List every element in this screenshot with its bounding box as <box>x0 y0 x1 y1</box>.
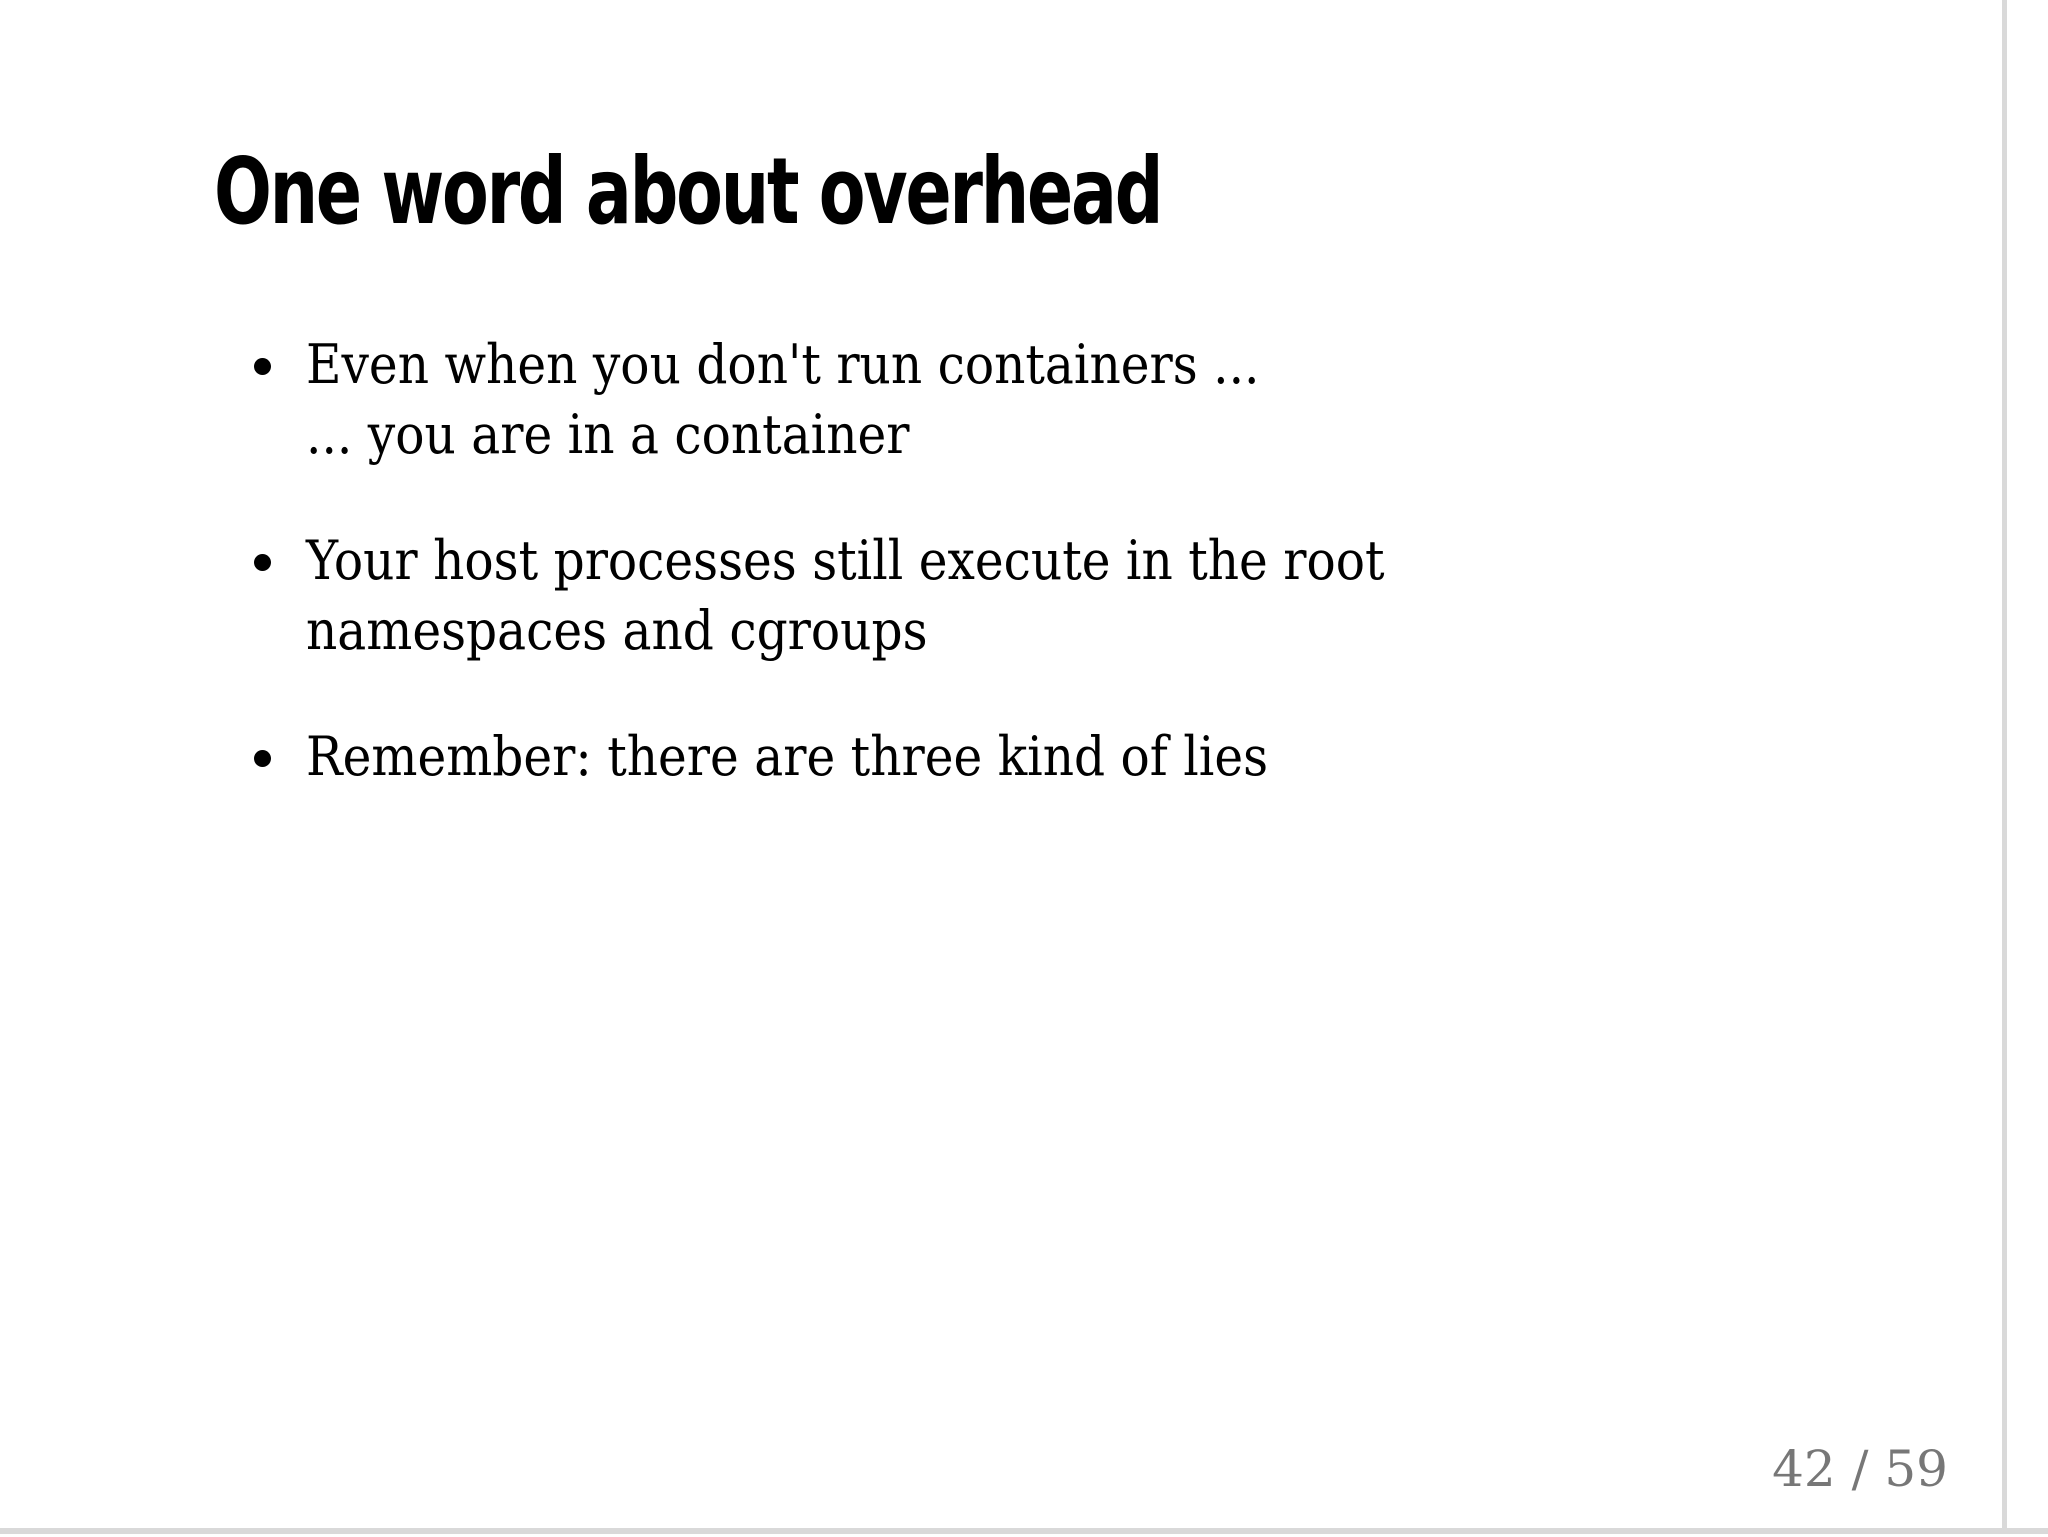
bullet-text-line: ... you are in a container <box>306 403 910 466</box>
bullet-text-line: Even when you don't run containers ... <box>306 333 1260 396</box>
bullet-text-line: Your host processes still execute in the root <box>306 529 1385 592</box>
bullet-text-line: Remember: there are three kind of lies <box>306 725 1269 788</box>
bullet-item <box>306 526 1506 666</box>
bullet-item <box>306 330 1506 470</box>
slide-edge-right <box>2002 0 2048 1537</box>
slide-title: One word about overhead <box>214 138 1162 245</box>
bullet-text-line: namespaces and cgroups <box>306 599 928 662</box>
page-number: 42 / 59 <box>1772 1440 1948 1498</box>
bullet-list <box>244 330 1506 848</box>
slide-edge-bottom <box>0 1528 2048 1537</box>
bullet-item <box>306 722 1506 792</box>
